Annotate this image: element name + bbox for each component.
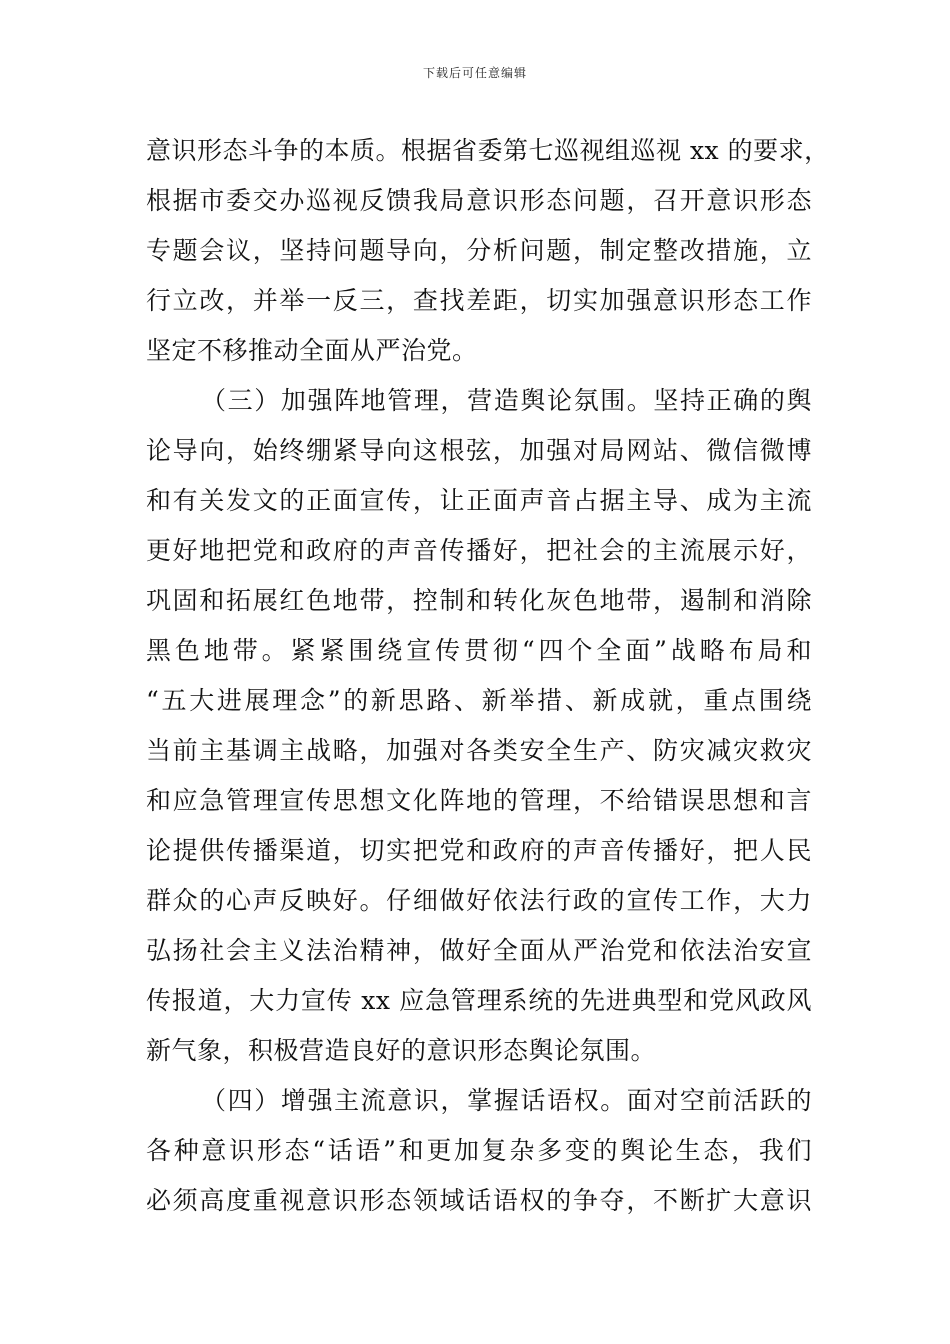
text-line: 和有关发文的正面宣传，让正面声音占据主导、成为主流 [146, 486, 812, 515]
text-line: 传报道，大力宣传 xx 应急管理系统的先进典型和党风政风 [146, 986, 812, 1015]
text-line: 和应急管理宣传思想文化阵地的管理，不给错误思想和言 [146, 786, 812, 815]
text-line: 弘扬社会主义法治精神，做好全面从严治党和依法治安宣 [146, 936, 812, 965]
text-line: 论导向，始终绷紧导向这根弦，加强对局网站、微信微博 [146, 436, 812, 465]
text-line: 意识形态斗争的本质。根据省委第七巡视组巡视 xx 的要求， [146, 136, 830, 165]
paragraph-start-line: （三）加强阵地管理，营造舆论氛围。坚持正确的舆 [201, 386, 812, 415]
page-header: 下载后可任意编辑 [422, 66, 527, 80]
text-line: 坚定不移推动全面从严治党。 [146, 336, 478, 365]
text-line: 行立改，并举一反三，查找差距，切实加强意识形态工作 [146, 286, 812, 315]
text-line: 根据市委交办巡视反馈我局意识形态问题，召开意识形态 [146, 186, 812, 215]
text-line: 群众的心声反映好。仔细做好依法行政的宣传工作，大力 [146, 886, 812, 915]
text-line: 巩固和拓展红色地带，控制和转化灰色地带，遏制和消除 [146, 586, 812, 615]
text-line: 论提供传播渠道，切实把党和政府的声音传播好，把人民 [146, 836, 812, 865]
paragraph-start-line: （四）增强主流意识，掌握话语权。面对空前活跃的 [201, 1086, 812, 1115]
text-line: 必须高度重视意识形态领域话语权的争夺，不断扩大意识 [146, 1186, 812, 1215]
document-body [146, 126, 830, 1226]
text-line: 专题会议，坚持问题导向，分析问题，制定整改措施，立 [146, 236, 812, 265]
text-line: 更好地把党和政府的声音传播好，把社会的主流展示好， [146, 536, 812, 565]
text-line: 各种意识形态“话语”和更加复杂多变的舆论生态，我们 [146, 1136, 812, 1165]
text-line: “五大进展理念”的新思路、新举措、新成就，重点围绕 [146, 686, 812, 715]
text-line: 当前主基调主战略，加强对各类安全生产、防灾减灾救灾 [146, 736, 812, 765]
text-line: 新气象，积极营造良好的意识形态舆论氛围。 [146, 1036, 657, 1065]
text-line: 黑色地带。紧紧围绕宣传贯彻“四个全面”战略布局和 [146, 636, 812, 665]
